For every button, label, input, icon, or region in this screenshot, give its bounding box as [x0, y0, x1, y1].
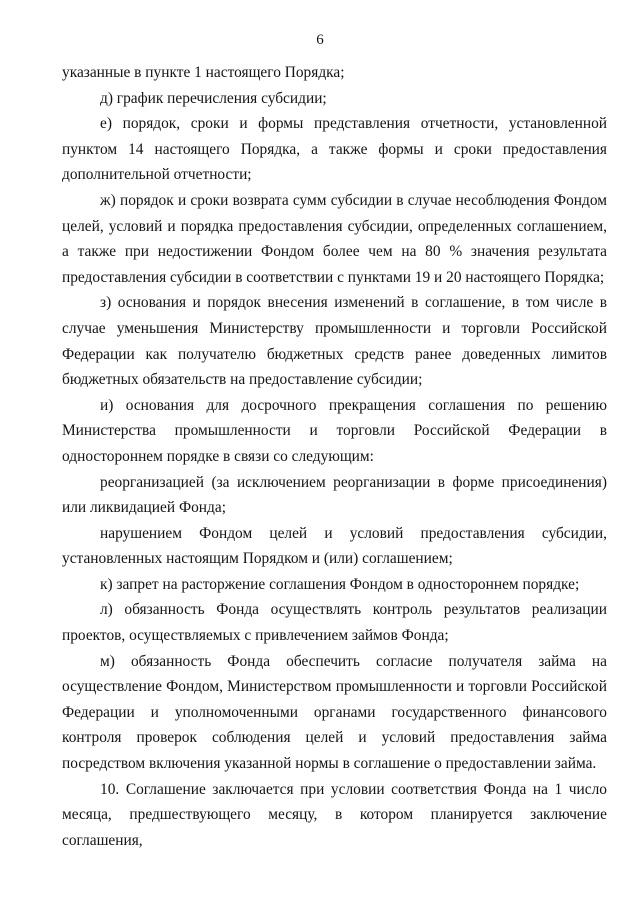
- document-body: [62, 60, 607, 853]
- paragraph-item-k: к) запрет на расторжение соглашения Фондом в одностороннем порядке;: [100, 575, 580, 593]
- paragraph-item-e: е) порядок, сроки и формы представления отчетности, установленной пунктом 14 настоящего Порядка, а также формы и сроки предоставления дополнительной отчетности;: [62, 115, 607, 184]
- paragraph-item-l: л) обязанность Фонда осуществлять контроль результатов реализации проектов, осуществляемых с привлечением займов Фонда;: [62, 601, 607, 645]
- paragraph-item-m: м) обязанность Фонда обеспечить согласие получателя займа на осуществление Фондом, Министерством промышленности и торговли Российской Федерации и уполномоченными органами государственного финансового контроля проверок соблюдения целей и условий предоставления займа посредством включения указанной нормы в соглашение о предоставлении займа.: [62, 652, 607, 773]
- paragraph-item-i: и) основания для досрочного прекращения соглашения по решению Министерства промышленности и торговли Российской Федерации в одностороннем порядке в связи со следующим:: [62, 396, 607, 465]
- paragraph-item-zh: ж) порядок и сроки возврата сумм субсидии в случае несоблюдения Фондом целей, условий и порядка предоставления субсидии, определенных соглашением, а также при недостижении Фондом более чем на 80 % значения результата предоставления субсидии в соответствии с пунктами 19 и 20 настоящего Порядка;: [62, 191, 607, 286]
- paragraph-item-z: з) основания и порядок внесения изменений в соглашение, в том числе в случае уменьшения Министерству промышленности и торговли Российской Федерации как получателю бюджетных средств ранее доведенных лимитов бюджетных обязательств на предоставление субсидии;: [62, 294, 607, 389]
- paragraph-item-d: д) график перечисления субсидии;: [100, 89, 327, 107]
- paragraph-violation: нарушением Фондом целей и условий предоставления субсидии, установленных настоящим Порядком и (или) соглашением;: [62, 524, 607, 568]
- paragraph-continuation: указанные в пункте 1 настоящего Порядка;: [62, 64, 345, 81]
- paragraph-clause-10: 10. Соглашение заключается при условии соответствия Фонда на 1 число месяца, предшествующего месяцу, в котором планируется заключение соглашения,: [62, 780, 607, 849]
- paragraph-reorganization: реорганизацией (за исключением реорганизации в форме присоединения) или ликвидацией Фонда;: [62, 473, 607, 517]
- page-number: 6: [316, 32, 324, 48]
